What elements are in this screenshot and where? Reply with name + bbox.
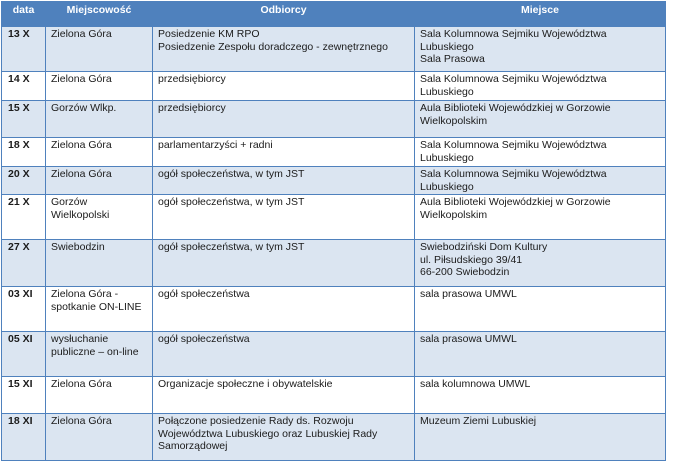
table-row xyxy=(2,414,666,461)
cell-audience: przedsiębiorcy xyxy=(153,101,415,138)
header-date: data xyxy=(2,2,46,27)
cell-audience: Organizacje społeczne i obywatelskie xyxy=(153,377,415,414)
cell-date: 14 X xyxy=(2,72,46,101)
cell-place: Swiebodziński Dom Kultury ul. Piłsudskiego 39/41 66-200 Swiebodzin xyxy=(415,240,666,287)
cell-city: wysłuchanie publiczne – on-line xyxy=(46,332,153,377)
cell-audience: ogół społeczeństwa, w tym JST xyxy=(153,195,415,240)
cell-audience: ogół społeczeństwa, w tym JST xyxy=(153,167,415,195)
cell-place: Aula Biblioteki Wojewódzkiej w Gorzowie Wielkopolskim xyxy=(415,195,666,240)
cell-audience: parlamentarzyści + radni xyxy=(153,138,415,167)
table-row xyxy=(2,287,666,332)
table-row xyxy=(2,27,666,72)
table-row xyxy=(2,195,666,240)
cell-date: 21 X xyxy=(2,195,46,240)
table-row xyxy=(2,377,666,414)
header-audience: Odbiorcy xyxy=(153,2,415,27)
cell-city: Zielona Góra xyxy=(46,27,153,72)
cell-date: 27 X xyxy=(2,240,46,287)
cell-city: Swiebodzin xyxy=(46,240,153,287)
cell-city: Gorzów Wlkp. xyxy=(46,101,153,138)
cell-city: Zielona Góra xyxy=(46,414,153,461)
cell-place: Sala Kolumnowa Sejmiku Województwa Lubuskiego Sala Prasowa xyxy=(415,27,666,72)
cell-place: sala prasowa UMWL xyxy=(415,287,666,332)
cell-city: Zielona Góra xyxy=(46,138,153,167)
cell-audience: przedsiębiorcy xyxy=(153,72,415,101)
cell-date: 15 X xyxy=(2,101,46,138)
cell-date: 18 XI xyxy=(2,414,46,461)
header-city: Miejscowość xyxy=(46,2,153,27)
cell-city: Zielona Góra xyxy=(46,167,153,195)
cell-date: 05 XI xyxy=(2,332,46,377)
table-row xyxy=(2,240,666,287)
table-row xyxy=(2,138,666,167)
cell-place: sala kolumnowa UMWL xyxy=(415,377,666,414)
table-row xyxy=(2,332,666,377)
cell-place: Muzeum Ziemi Lubuskiej xyxy=(415,414,666,461)
cell-date: 03 XI xyxy=(2,287,46,332)
table-row xyxy=(2,167,666,195)
cell-place: sala prasowa UMWL xyxy=(415,332,666,377)
cell-date: 15 XI xyxy=(2,377,46,414)
cell-date: 18 X xyxy=(2,138,46,167)
cell-audience: ogół społeczeństwa, w tym JST xyxy=(153,240,415,287)
cell-city: Zielona Góra xyxy=(46,377,153,414)
table-row xyxy=(2,101,666,138)
cell-audience: Posiedzenie KM RPO Posiedzenie Zespołu doradczego - zewnętrznego xyxy=(153,27,415,72)
cell-place: Sala Kolumnowa Sejmiku Województwa Lubuskiego xyxy=(415,72,666,101)
cell-place: Sala Kolumnowa Sejmiku Województwa Lubuskiego xyxy=(415,138,666,167)
cell-date: 20 X xyxy=(2,167,46,195)
cell-city: Gorzów Wielkopolski xyxy=(46,195,153,240)
header-place: Miejsce xyxy=(415,2,666,27)
schedule-table xyxy=(1,1,666,461)
cell-audience: Połączone posiedzenie Rady ds. Rozwoju Województwa Lubuskiego oraz Lubuskiej Rady Samorządowej xyxy=(153,414,415,461)
table-row xyxy=(2,72,666,101)
cell-date: 13 X xyxy=(2,27,46,72)
cell-audience: ogół społeczeństwa xyxy=(153,332,415,377)
cell-city: Zielona Góra xyxy=(46,72,153,101)
cell-audience: ogół społeczeństwa xyxy=(153,287,415,332)
table-header-row xyxy=(2,2,666,27)
cell-city: Zielona Góra - spotkanie ON-LINE xyxy=(46,287,153,332)
cell-place: Aula Biblioteki Wojewódzkiej w Gorzowie Wielkopolskim xyxy=(415,101,666,138)
cell-place: Sala Kolumnowa Sejmiku Województwa Lubuskiego xyxy=(415,167,666,195)
